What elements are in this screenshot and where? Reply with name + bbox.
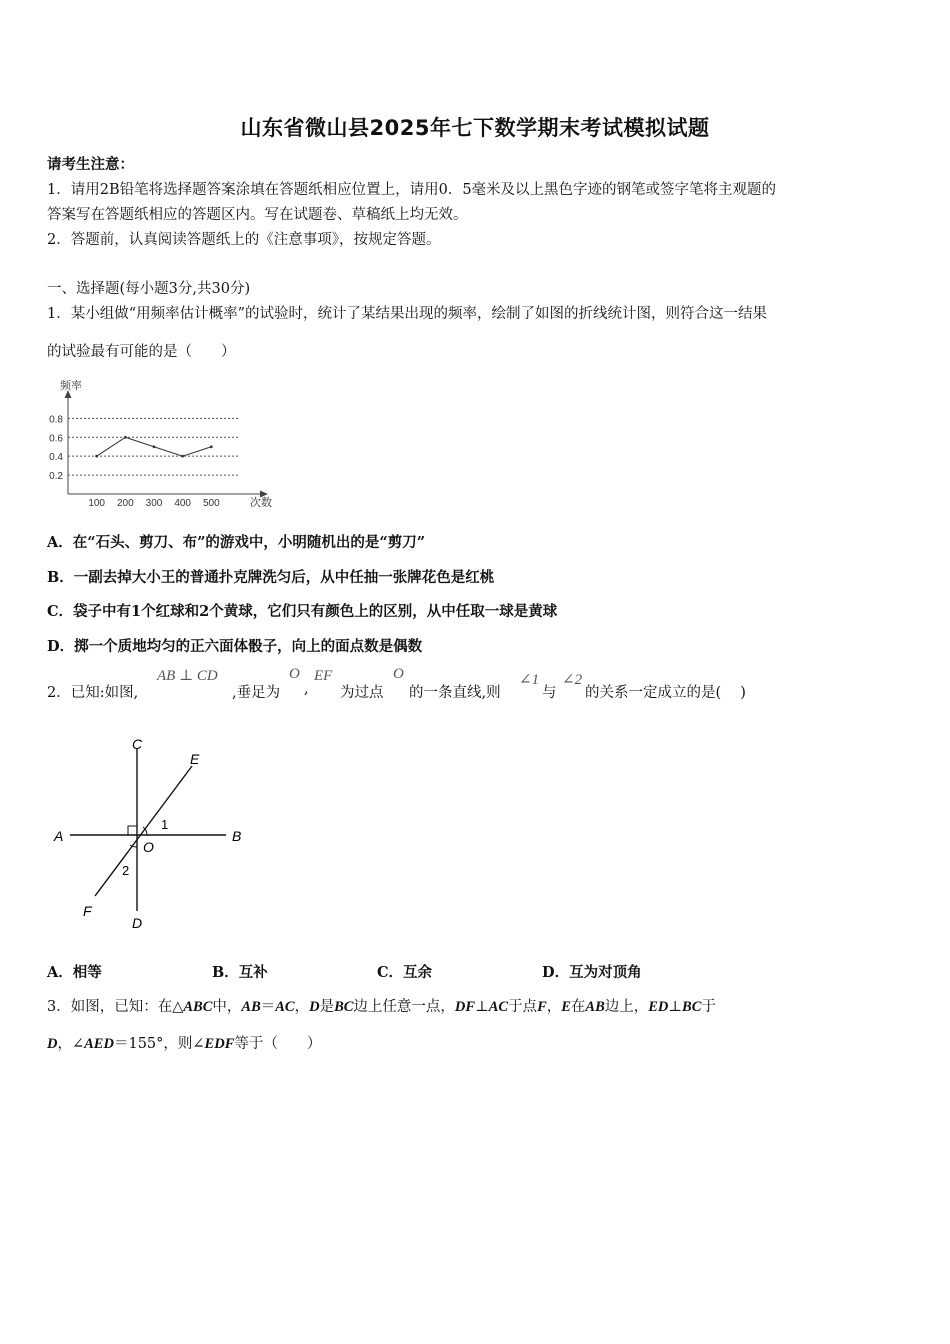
q1-option-a: A．在“石头、剪刀、布”的游戏中，小明随机出的是“剪刀” — [47, 534, 426, 551]
label-c: C — [132, 736, 143, 752]
q3-stem-line-2: D，∠AED＝155°，则∠EDF等于（ ） — [47, 1036, 322, 1052]
q2-option-d: D．互为对顶角 — [542, 964, 642, 981]
chart-x-tick-label: 300 — [145, 498, 163, 509]
q3-stem-line-1: 3．如图，已知：在△ABC中，AB＝AC，D是BC边上任意一点，DF⊥AC于点F，E在AB边上，ED⊥BC于 — [47, 999, 716, 1015]
chart-series-points — [95, 436, 212, 458]
chart-x-tick-label: 200 — [116, 498, 134, 509]
page-title: 山东省微山县2025年七下数学期末考试模拟试题 — [240, 116, 710, 140]
q2-formula-o2: O — [393, 666, 404, 682]
q2-stem-p6: 与 — [542, 685, 557, 701]
chart-ylabel: 频率 — [60, 380, 82, 392]
q2-option-a: A．相等 — [47, 964, 102, 981]
chart-y-tick-labels — [49, 414, 63, 482]
q2-geometry-figure — [46, 728, 256, 933]
q1-option-d: D．掷一个质地均匀的正六面体骰子，向上的面点数是偶数 — [47, 638, 423, 655]
q1-option-c: C．袋子中有1个红球和2个黄球，它们只有颜色上的区别，从中任取一球是黄球 — [47, 603, 558, 620]
q2-formula-ef: EF — [314, 668, 333, 684]
label-d: D — [132, 915, 143, 931]
q1-stem-a: 1．某小组做“用频率估计概率”的试验时，统计了某结果出现的频率，绘制了如图的折线统计图，则符合这一结果 — [47, 306, 768, 322]
q2-stem-p2: ,垂足为 — [232, 685, 281, 701]
q2-option-b: B．互补 — [212, 964, 268, 981]
right-angle-mark — [128, 826, 137, 835]
chart-y-tick-label: 0.2 — [49, 471, 63, 483]
chart-data-point — [124, 436, 127, 439]
chart-y-tick-label: 0.8 — [49, 414, 63, 426]
q1-option-b: B．一副去掉大小王的普通扑克牌洗匀后，从中任抽一张牌花色是红桃 — [47, 569, 495, 586]
chart-x-tick-label: 100 — [88, 498, 106, 509]
chart-xlabel: 次数 — [250, 497, 272, 509]
chart-data-point — [210, 445, 213, 448]
q1-frequency-chart — [44, 376, 280, 512]
chart-y-tick-label: 0.6 — [49, 433, 63, 445]
notice-line-1a: 1．请用2B铅笔将选择题答案涂填在答题纸相应位置上，请用0．5毫米及以上黑色字迹的钢笔或签字笔将主观题的 — [47, 182, 777, 198]
section-heading: 一、选择题(每小题3分,共30分) — [47, 281, 251, 297]
label-b: B — [232, 828, 242, 844]
chart-data-point — [181, 455, 184, 458]
q2-stem-p5: 的一条直线,则 — [409, 685, 501, 701]
notice-line-1b: 答案写在答题纸相应的答题区内。写在试题卷、草稿纸上均无效。 — [47, 207, 468, 223]
label-angle-1: 1 — [161, 817, 169, 832]
chart-x-tick-labels — [88, 498, 220, 509]
q2-formula-angle1: ∠1 — [519, 672, 540, 688]
chart-x-tick-label: 500 — [202, 498, 220, 509]
q2-stem-p4: 为过点 — [340, 685, 384, 701]
q2-formula-o: O — [289, 666, 300, 682]
notice-heading: 请考生注意： — [47, 156, 134, 173]
q2-stem-p3: , — [304, 681, 309, 697]
label-a: A — [54, 828, 64, 844]
q2-stem-p7: 的关系一定成立的是( ) — [585, 685, 746, 701]
chart-data-point — [153, 445, 156, 448]
q2-formula-angle2: ∠2 — [562, 672, 583, 688]
label-f: F — [83, 903, 92, 919]
label-o: O — [143, 839, 154, 855]
q2-stem-p1: 2．已知:如图, — [47, 685, 139, 701]
chart-data-point — [95, 455, 98, 458]
q1-stem-b: 的试验最有可能的是（ ） — [47, 344, 236, 360]
chart-y-tick-label: 0.4 — [49, 452, 63, 464]
q2-formula-ab-perp-cd: AB ⊥ CD — [157, 668, 218, 684]
label-angle-2: 2 — [122, 863, 130, 878]
chart-x-tick-label: 400 — [174, 498, 192, 509]
notice-line-2: 2．答题前，认真阅读答题纸上的《注意事项》，按规定答题。 — [47, 232, 441, 248]
label-e: E — [190, 751, 200, 767]
line-ef — [95, 766, 192, 896]
q2-option-c: C．互余 — [377, 964, 433, 981]
